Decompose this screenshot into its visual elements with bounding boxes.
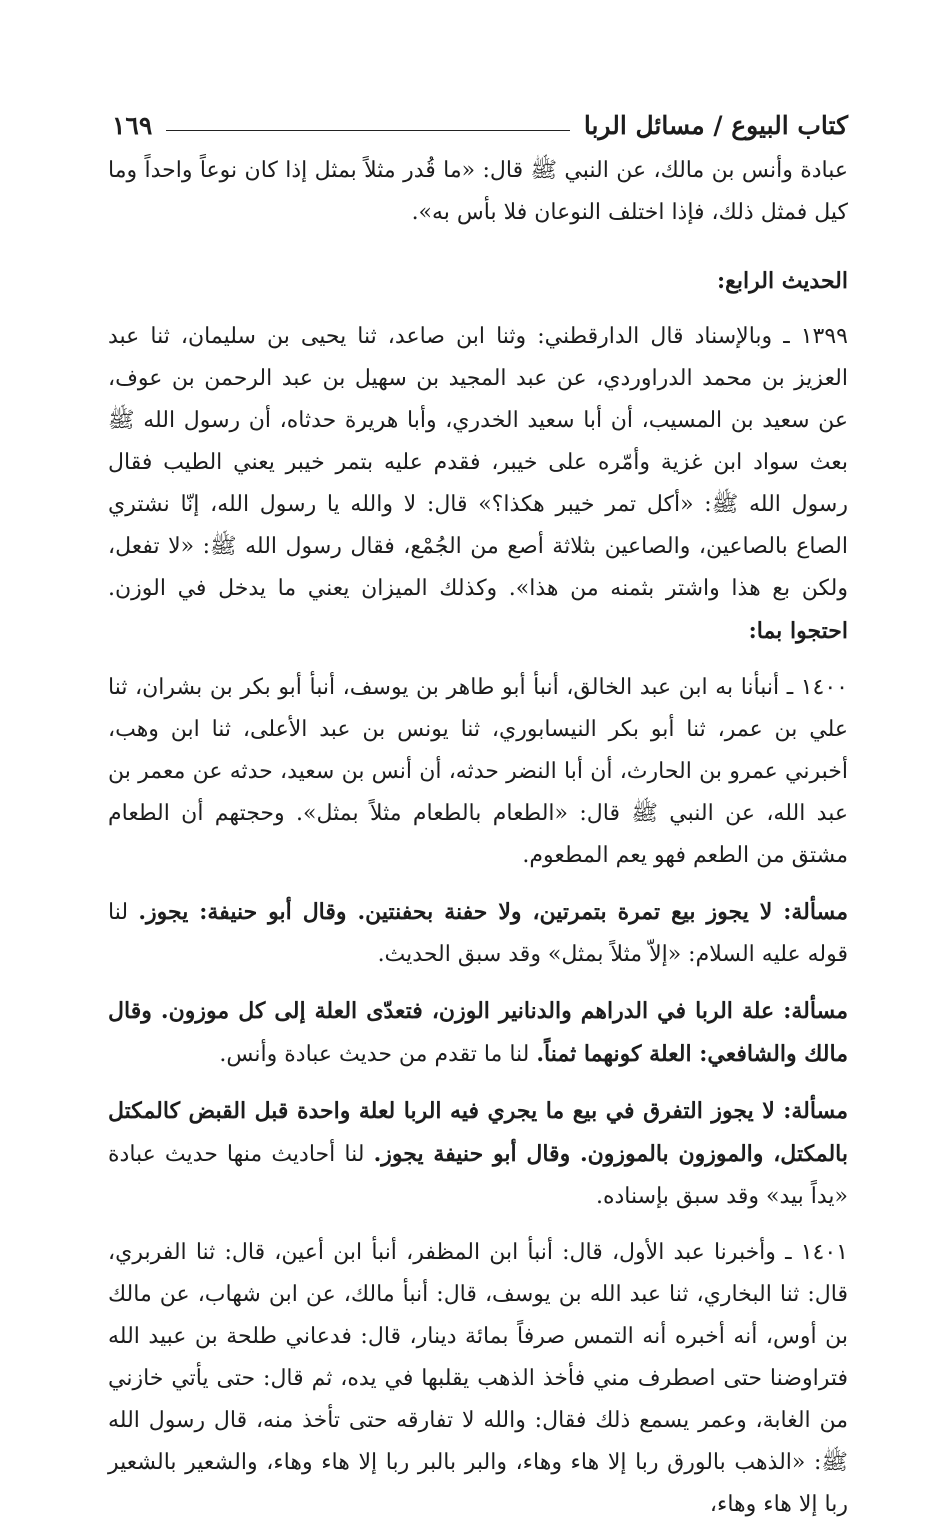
masala-3-bold: مسألة: لا يجوز التفرق في بيع ما يجري فيه الربا لعلة واحدة قبل القبض كالمكتل بالمكتل، والموزون بالموزون. وقال أبو حنيفة يجوز. (108, 1098, 848, 1167)
running-title: كتاب البيوع / مسائل الربا (583, 111, 848, 140)
hadith-1399-text: ١٣٩٩ ـ وبالإسناد قال الدارقطني: وثنا ابن صاعد، ثنا يحيى بن سليمان، ثنا عبد العزيز بن محمد الدراوردي، عن عبد المجيد بن سهيل بن عبد الرحمن بن عوف، عن سعيد بن المسيب، أن أبا سعيد الخدري، وأبا هريرة حدثاه، أن رسول الله ﷺ بعث سواد ابن غزية وأمّره على خيبر، فقدم عليه بتمر خيبر يعني الطيب فقال رسول الله ﷺ: «أكل تمر خيبر هكذا؟» قال: لا والله يا رسول الله، إنّا نشتري الصاع بالصاعين، والصاعين بثلاثة أصع من الجُمْع، فقال رسول الله ﷺ: «لا تفعل، ولكن بع هذا واشتر بثمنه من هذا». وكذلك الميزان يعني ما يدخل في الوزن. (108, 324, 848, 601)
paragraph-intro: عبادة وأنس بن مالك، عن النبي ﷺ قال: «ما قُدر مثلاً بمثل إذا كان نوعاً واحداً وما كيل فمثل ذلك، فإذا اختلف النوعان فلا بأس به». (108, 158, 848, 225)
masala-2-text: لنا ما تقدم من حديث عبادة وأنس. (219, 1042, 530, 1067)
header-rule (166, 130, 570, 131)
masala-3 (108, 1090, 848, 1218)
hadith-1399-bold: احتجوا بما: (748, 618, 848, 644)
hadith-1400: ١٤٠٠ ـ أنبأنا به ابن عبد الخالق، أنبأ أبو طاهر بن يوسف، أنبأ أبو بكر بن بشران، ثنا علي بن عمر، ثنا أبو بكر النيسابوري، ثنا يونس بن عبد الأعلى، ثنا ابن وهب، أخبرني عمرو بن الحارث، أن أبا النضر حدثه، أن أنس بن سعيد، حدثه عن معمر بن عبد الله، عن النبي ﷺ قال: «الطعام بالطعام مثلاً بمثل». وحجتهم أن الطعام مشتق من الطعم فهو يعم المطعوم. (108, 675, 848, 868)
masala-3-text: لنا أحاديث منها حديث عبادة «يداً بيد» وقد سبق بإسناده. (108, 1142, 848, 1209)
hadith-1399 (108, 316, 848, 653)
masala-2 (108, 990, 848, 1076)
page-number: ١٦٩ (112, 111, 153, 140)
page-header (112, 100, 848, 140)
masala-1 (108, 891, 848, 976)
section-heading: الحديث الرابع: (717, 268, 848, 294)
hadith-1401: ١٤٠١ ـ وأخبرنا عبد الأول، قال: أنبأ ابن المظفر، أنبأ ابن أعين، قال: ثنا الفربري، قال: ثنا البخاري، ثنا عبد الله بن يوسف، قال: أنبأ مالك، عن ابن شهاب، عن مالك بن أوس، أنه أخبره أنه التمس صرفاً بمائة دينار، قال: فدعاني طلحة بن عبيد الله فتراوضنا حتى اصطرف مني فأخذ الذهب يقلبها في يده، ثم قال: حتى يأتي خازني من الغابة، وعمر يسمع ذلك فقال: والله لا تفارقه حتى تأخذ منه، قال رسول الله ﷺ: «الذهب بالورق ربا إلا هاء وهاء، والبر بالبر ربا إلا هاء وهاء، والشعير بالشعير ربا إلا هاء وهاء، (108, 1240, 848, 1517)
page-body (108, 150, 848, 1526)
masala-2-bold: مسألة: علة الربا في الدراهم والدنانير الوزن، فتعدّى العلة إلى كل موزون. وقال مالك والشافعي: العلة كونهما ثمناً. (108, 998, 848, 1067)
masala-1-text: لنا قوله عليه السلام: «إلاّ مثلاً بمثل» وقد سبق الحديث. (108, 900, 848, 967)
masala-1-bold: مسألة: لا يجوز بيع تمرة بتمرتين، ولا حفنة بحفنتين. وقال أبو حنيفة: يجوز. (138, 899, 849, 925)
